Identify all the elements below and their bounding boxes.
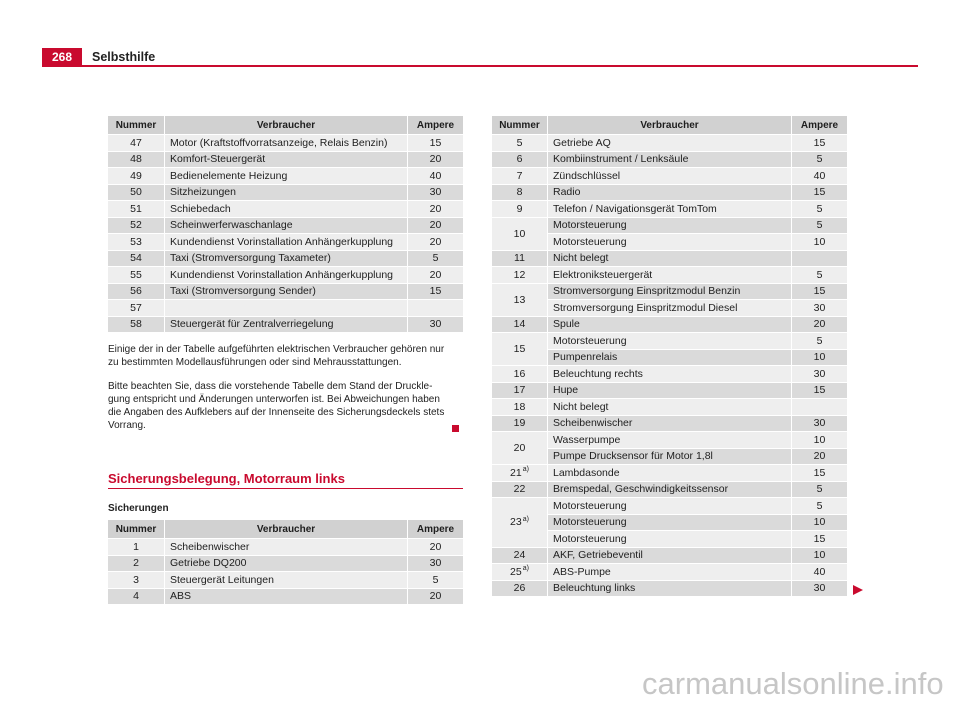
fuse-consumer: Kundendienst Vorinstallation Anhängerkupplung	[165, 234, 408, 251]
fuse-row	[108, 284, 463, 301]
fuse-number: 52	[130, 219, 142, 232]
fuse-consumer: Nicht belegt	[548, 399, 792, 416]
fuse-consumer: Kundendienst Vorinstallation Anhängerkupplung	[165, 267, 408, 284]
text-line: Bitte beachten Sie, dass die vorstehende Tabelle dem Stand der Druckle-	[108, 381, 433, 392]
text-line: die Angaben des Aufklebers auf der Innenseite des Sicherungsdeckels stets	[108, 407, 445, 418]
fuse-ampere: 15	[792, 383, 847, 400]
fuse-ampere: 40	[408, 168, 463, 185]
fuse-number-cell	[492, 465, 548, 482]
fuse-number-cell	[108, 556, 165, 573]
fuse-consumer: Hupe	[548, 383, 792, 400]
fuse-ampere: 30	[408, 556, 463, 573]
fuse-consumer: Wasserpumpe	[548, 432, 792, 449]
fuse-row	[492, 564, 847, 581]
fuse-row	[492, 218, 847, 235]
fuse-row	[492, 317, 847, 334]
fuse-number: 16	[513, 367, 526, 380]
fuse-number-cell	[108, 218, 165, 235]
table-body	[492, 135, 847, 597]
fuse-ampere: 5	[792, 218, 847, 235]
fuse-ampere: 15	[408, 135, 463, 152]
fuse-row	[492, 201, 847, 218]
column-header-ampere: Ampere	[408, 116, 463, 135]
fuse-number: 17	[513, 384, 526, 397]
fuse-number-cell	[108, 168, 165, 185]
fuse-table-engine-left	[108, 520, 463, 605]
fuse-number: 51	[130, 202, 142, 215]
fuse-table-continued	[108, 116, 463, 333]
fuse-number: 7	[516, 169, 523, 182]
fuse-ampere	[792, 251, 847, 268]
fuse-ampere: 30	[792, 581, 847, 598]
column-header-consumer: Verbraucher	[165, 520, 408, 539]
fuse-row	[108, 201, 463, 218]
fuse-ampere: 10	[792, 432, 847, 449]
fuse-row	[108, 135, 463, 152]
fuse-consumer: Motorsteuerung	[548, 498, 792, 515]
fuse-row	[108, 539, 463, 556]
fuse-consumer: AKF, Getriebeventil	[548, 548, 792, 565]
fuse-number-cell	[492, 416, 548, 433]
fuse-number-cell	[108, 539, 165, 556]
fuse-consumer	[165, 300, 408, 317]
fuse-number-cell	[108, 251, 165, 268]
fuse-number: 22	[513, 483, 526, 496]
fuse-number: 5	[516, 136, 523, 149]
fuse-consumer: Elektroniksteuergerät	[548, 267, 792, 284]
fuse-number: 53	[130, 235, 142, 248]
fuse-consumer: ABS-Pumpe	[548, 564, 792, 581]
fuse-number-cell	[492, 201, 548, 218]
fuse-ampere: 15	[792, 284, 847, 301]
fuse-number: 19	[513, 417, 526, 430]
footnote-marker: a)	[522, 466, 529, 474]
fuse-number: 20	[513, 442, 526, 454]
fuse-ampere: 30	[408, 317, 463, 334]
fuse-number-cell	[108, 300, 165, 317]
fuse-ampere: 5	[792, 152, 847, 169]
fuse-consumer: Steuergerät Leitungen	[165, 572, 408, 589]
fuse-number-cell	[108, 201, 165, 218]
fuse-consumer: Bremspedal, Geschwindigkeitssensor	[548, 482, 792, 499]
fuse-ampere: 20	[408, 218, 463, 235]
section-end-square-icon	[452, 425, 459, 432]
fuse-number-cell	[492, 564, 548, 581]
fuse-number-cell	[492, 482, 548, 499]
fuse-consumer: Stromversorgung Einspritzmodul Diesel	[548, 300, 792, 317]
fuse-number-cell	[492, 333, 548, 366]
footnote-marker: a)	[522, 565, 529, 573]
column-header-number: Nummer	[492, 116, 548, 135]
fuse-number: 15	[513, 343, 526, 355]
fuse-ampere: 5	[792, 498, 847, 515]
column-header-ampere: Ampere	[792, 116, 847, 135]
fuse-number: 24	[513, 549, 526, 562]
fuse-number: 57	[130, 301, 142, 314]
fuse-number: 26	[513, 582, 526, 595]
fuse-number-cell	[492, 185, 548, 202]
fuse-row	[492, 284, 847, 301]
fuse-ampere: 10	[792, 515, 847, 532]
fuse-number-cell	[492, 498, 548, 548]
fuse-row	[108, 185, 463, 202]
fuse-row	[108, 234, 463, 251]
fuse-consumer: Zündschlüssel	[548, 168, 792, 185]
fuse-number-cell	[492, 135, 548, 152]
fuse-row	[492, 498, 847, 515]
fuse-ampere: 40	[792, 168, 847, 185]
fuse-row	[108, 572, 463, 589]
fuse-row	[492, 152, 847, 169]
fuse-row	[108, 152, 463, 169]
fuse-number-cell	[108, 135, 165, 152]
fuse-number: 10	[513, 227, 526, 240]
fuse-consumer: Motorsteuerung	[548, 531, 792, 548]
watermark: carmanualsonline.info	[642, 666, 944, 701]
fuse-number: 2	[133, 557, 139, 570]
fuse-number: 1	[133, 540, 139, 553]
fuse-number-cell	[108, 234, 165, 251]
fuse-row	[492, 333, 847, 350]
fuse-ampere: 30	[792, 300, 847, 317]
fuse-number: 55	[130, 268, 142, 281]
fuse-number: 8	[516, 186, 523, 199]
fuse-number-cell	[108, 317, 165, 334]
fuse-number-cell	[108, 572, 165, 589]
fuse-row	[108, 168, 463, 185]
table-body	[108, 539, 463, 605]
fuse-row	[492, 399, 847, 416]
fuse-number: 11	[514, 252, 525, 265]
fuse-row	[492, 548, 847, 565]
fuse-row	[108, 267, 463, 284]
fuse-ampere: 5	[792, 482, 847, 499]
note-paragraph-validity	[108, 380, 464, 432]
fuse-ampere: 5	[408, 251, 463, 268]
fuse-number-cell	[108, 589, 165, 606]
fuse-number-cell	[492, 383, 548, 400]
fuse-ampere: 15	[792, 531, 847, 548]
column-header-ampere: Ampere	[408, 520, 463, 539]
fuse-ampere: 20	[408, 201, 463, 218]
fuse-row	[108, 589, 463, 606]
table-header-row	[108, 520, 463, 539]
text-line: Vorrang.	[108, 420, 146, 431]
fuse-ampere: 15	[408, 284, 463, 301]
fuse-ampere: 5	[792, 333, 847, 350]
note-paragraph-models	[108, 343, 464, 369]
fuse-consumer: Beleuchtung rechts	[548, 366, 792, 383]
fuse-number: 21	[510, 466, 522, 479]
fuse-consumer: Getriebe AQ	[548, 135, 792, 152]
fuse-ampere: 30	[792, 416, 847, 433]
fuse-number: 3	[133, 573, 139, 586]
fuse-consumer: Bedienelemente Heizung	[165, 168, 408, 185]
text-line: Einige der in der Tabelle aufgeführten elektrischen Verbraucher gehören nur	[108, 344, 445, 355]
fuse-ampere: 20	[408, 234, 463, 251]
continue-arrow-icon	[853, 585, 863, 595]
fuse-consumer: Kombiinstrument / Lenksäule	[548, 152, 792, 169]
fuse-number: 18	[513, 400, 526, 413]
fuse-number-cell	[108, 152, 165, 169]
fuse-ampere: 20	[408, 152, 463, 169]
fuse-number: 12	[513, 268, 526, 281]
table-header-row	[492, 116, 847, 135]
fuse-consumer: Beleuchtung links	[548, 581, 792, 598]
fuse-ampere: 5	[408, 572, 463, 589]
fuse-consumer: Taxi (Stromversorgung Sender)	[165, 284, 408, 301]
fuse-row	[492, 383, 847, 400]
fuse-row	[108, 251, 463, 268]
fuse-row	[492, 465, 847, 482]
fuse-ampere: 20	[408, 589, 463, 606]
fuse-ampere	[792, 399, 847, 416]
fuse-consumer: Motorsteuerung	[548, 333, 792, 350]
fuse-ampere: 40	[792, 564, 847, 581]
fuse-number-cell	[492, 548, 548, 565]
fuse-consumer: Spule	[548, 317, 792, 334]
fuse-number: 47	[130, 136, 142, 149]
fuse-number: 9	[516, 202, 523, 215]
fuse-number-cell	[108, 267, 165, 284]
fuse-number-cell	[492, 581, 548, 598]
fuse-number: 6	[516, 153, 523, 166]
fuse-consumer: Telefon / Navigationsgerät TomTom	[548, 201, 792, 218]
fuse-consumer: Pumpenrelais	[548, 350, 792, 367]
fuse-consumer: Stromversorgung Einspritzmodul Benzin	[548, 284, 792, 301]
fuse-row	[108, 317, 463, 334]
fuse-row	[492, 416, 847, 433]
fuse-number-cell	[492, 267, 548, 284]
fuse-number: 49	[130, 169, 142, 182]
fuse-ampere: 20	[792, 449, 847, 466]
fuse-consumer: Steuergerät für Zentralverriegelung	[165, 317, 408, 334]
fuse-row	[492, 168, 847, 185]
fuse-row	[492, 581, 847, 598]
fuse-number: 13	[513, 293, 526, 306]
section-heading: Sicherungsbelegung, Motorraum links	[108, 471, 345, 486]
fuse-table-engine-right	[492, 116, 847, 597]
fuse-ampere: 10	[792, 350, 847, 367]
fuse-number-cell	[108, 185, 165, 202]
fuse-ampere: 15	[792, 185, 847, 202]
chapter-title: Selbsthilfe	[92, 50, 156, 64]
fuse-row	[108, 556, 463, 573]
fuse-consumer: Taxi (Stromversorgung Taxameter)	[165, 251, 408, 268]
fuse-row	[108, 300, 463, 317]
fuse-ampere: 15	[792, 135, 847, 152]
text-line: zu bestimmten Modellausführungen oder sind Mehrausstattungen.	[108, 357, 402, 368]
column-header-number: Nummer	[108, 520, 165, 539]
table-body	[108, 135, 463, 333]
fuse-row	[492, 432, 847, 449]
fuse-number-cell	[492, 432, 548, 465]
fuse-number-cell	[108, 284, 165, 301]
column-header-consumer: Verbraucher	[548, 116, 792, 135]
fuse-consumer: Motor (Kraftstoffvorratsanzeige, Relais Benzin)	[165, 135, 408, 152]
fuse-consumer: Schiebedach	[165, 201, 408, 218]
subheading: Sicherungen	[108, 503, 169, 514]
fuse-ampere: 30	[792, 366, 847, 383]
fuse-row	[492, 366, 847, 383]
fuse-number: 4	[133, 590, 139, 603]
section-heading-rule	[108, 488, 463, 489]
text-line: gung entspricht und Änderungen unterworfen ist. Bei Abweichungen haben	[108, 394, 440, 405]
fuse-ampere: 5	[792, 267, 847, 284]
fuse-number: 25	[510, 565, 522, 578]
header-rule	[42, 65, 918, 67]
fuse-ampere: 20	[792, 317, 847, 334]
column-header-number: Nummer	[108, 116, 165, 135]
fuse-ampere: 15	[792, 465, 847, 482]
table-header-row	[108, 116, 463, 135]
fuse-number: 48	[130, 153, 142, 166]
fuse-number: 50	[130, 186, 142, 199]
fuse-number-cell	[492, 152, 548, 169]
fuse-consumer: Getriebe DQ200	[165, 556, 408, 573]
fuse-ampere	[408, 300, 463, 317]
fuse-ampere: 10	[792, 234, 847, 251]
fuse-consumer: Motorsteuerung	[548, 218, 792, 235]
fuse-number: 54	[130, 252, 142, 265]
fuse-number-cell	[492, 284, 548, 317]
fuse-number-cell	[492, 366, 548, 383]
fuse-consumer: Nicht belegt	[548, 251, 792, 268]
fuse-number-cell	[492, 317, 548, 334]
fuse-consumer: Sitzheizungen	[165, 185, 408, 202]
column-header-consumer: Verbraucher	[165, 116, 408, 135]
fuse-consumer: Pumpe Drucksensor für Motor 1,8l	[548, 449, 792, 466]
fuse-consumer: Motorsteuerung	[548, 515, 792, 532]
fuse-consumer: Scheibenwischer	[548, 416, 792, 433]
fuse-row	[492, 251, 847, 268]
page-number: 268	[42, 48, 82, 67]
fuse-number: 14	[513, 318, 526, 331]
fuse-ampere: 10	[792, 548, 847, 565]
fuse-row	[492, 482, 847, 499]
fuse-consumer: Scheinwerferwaschanlage	[165, 218, 408, 235]
fuse-row	[492, 185, 847, 202]
fuse-consumer: Scheibenwischer	[165, 539, 408, 556]
fuse-row	[492, 267, 847, 284]
fuse-row	[108, 218, 463, 235]
fuse-ampere: 20	[408, 267, 463, 284]
fuse-number-cell	[492, 251, 548, 268]
fuse-row	[492, 135, 847, 152]
fuse-consumer: Lambdasonde	[548, 465, 792, 482]
footnote-marker: a)	[522, 515, 529, 523]
fuse-consumer: Motorsteuerung	[548, 234, 792, 251]
fuse-consumer: ABS	[165, 589, 408, 606]
fuse-ampere: 20	[408, 539, 463, 556]
fuse-number: 56	[130, 285, 142, 298]
fuse-consumer: Komfort-Steuergerät	[165, 152, 408, 169]
fuse-consumer: Radio	[548, 185, 792, 202]
fuse-number: 58	[130, 318, 142, 331]
fuse-number-cell	[492, 218, 548, 251]
fuse-number-cell	[492, 399, 548, 416]
fuse-ampere: 30	[408, 185, 463, 202]
fuse-ampere: 5	[792, 201, 847, 218]
fuse-number-cell	[492, 168, 548, 185]
fuse-number: 23	[510, 516, 522, 529]
